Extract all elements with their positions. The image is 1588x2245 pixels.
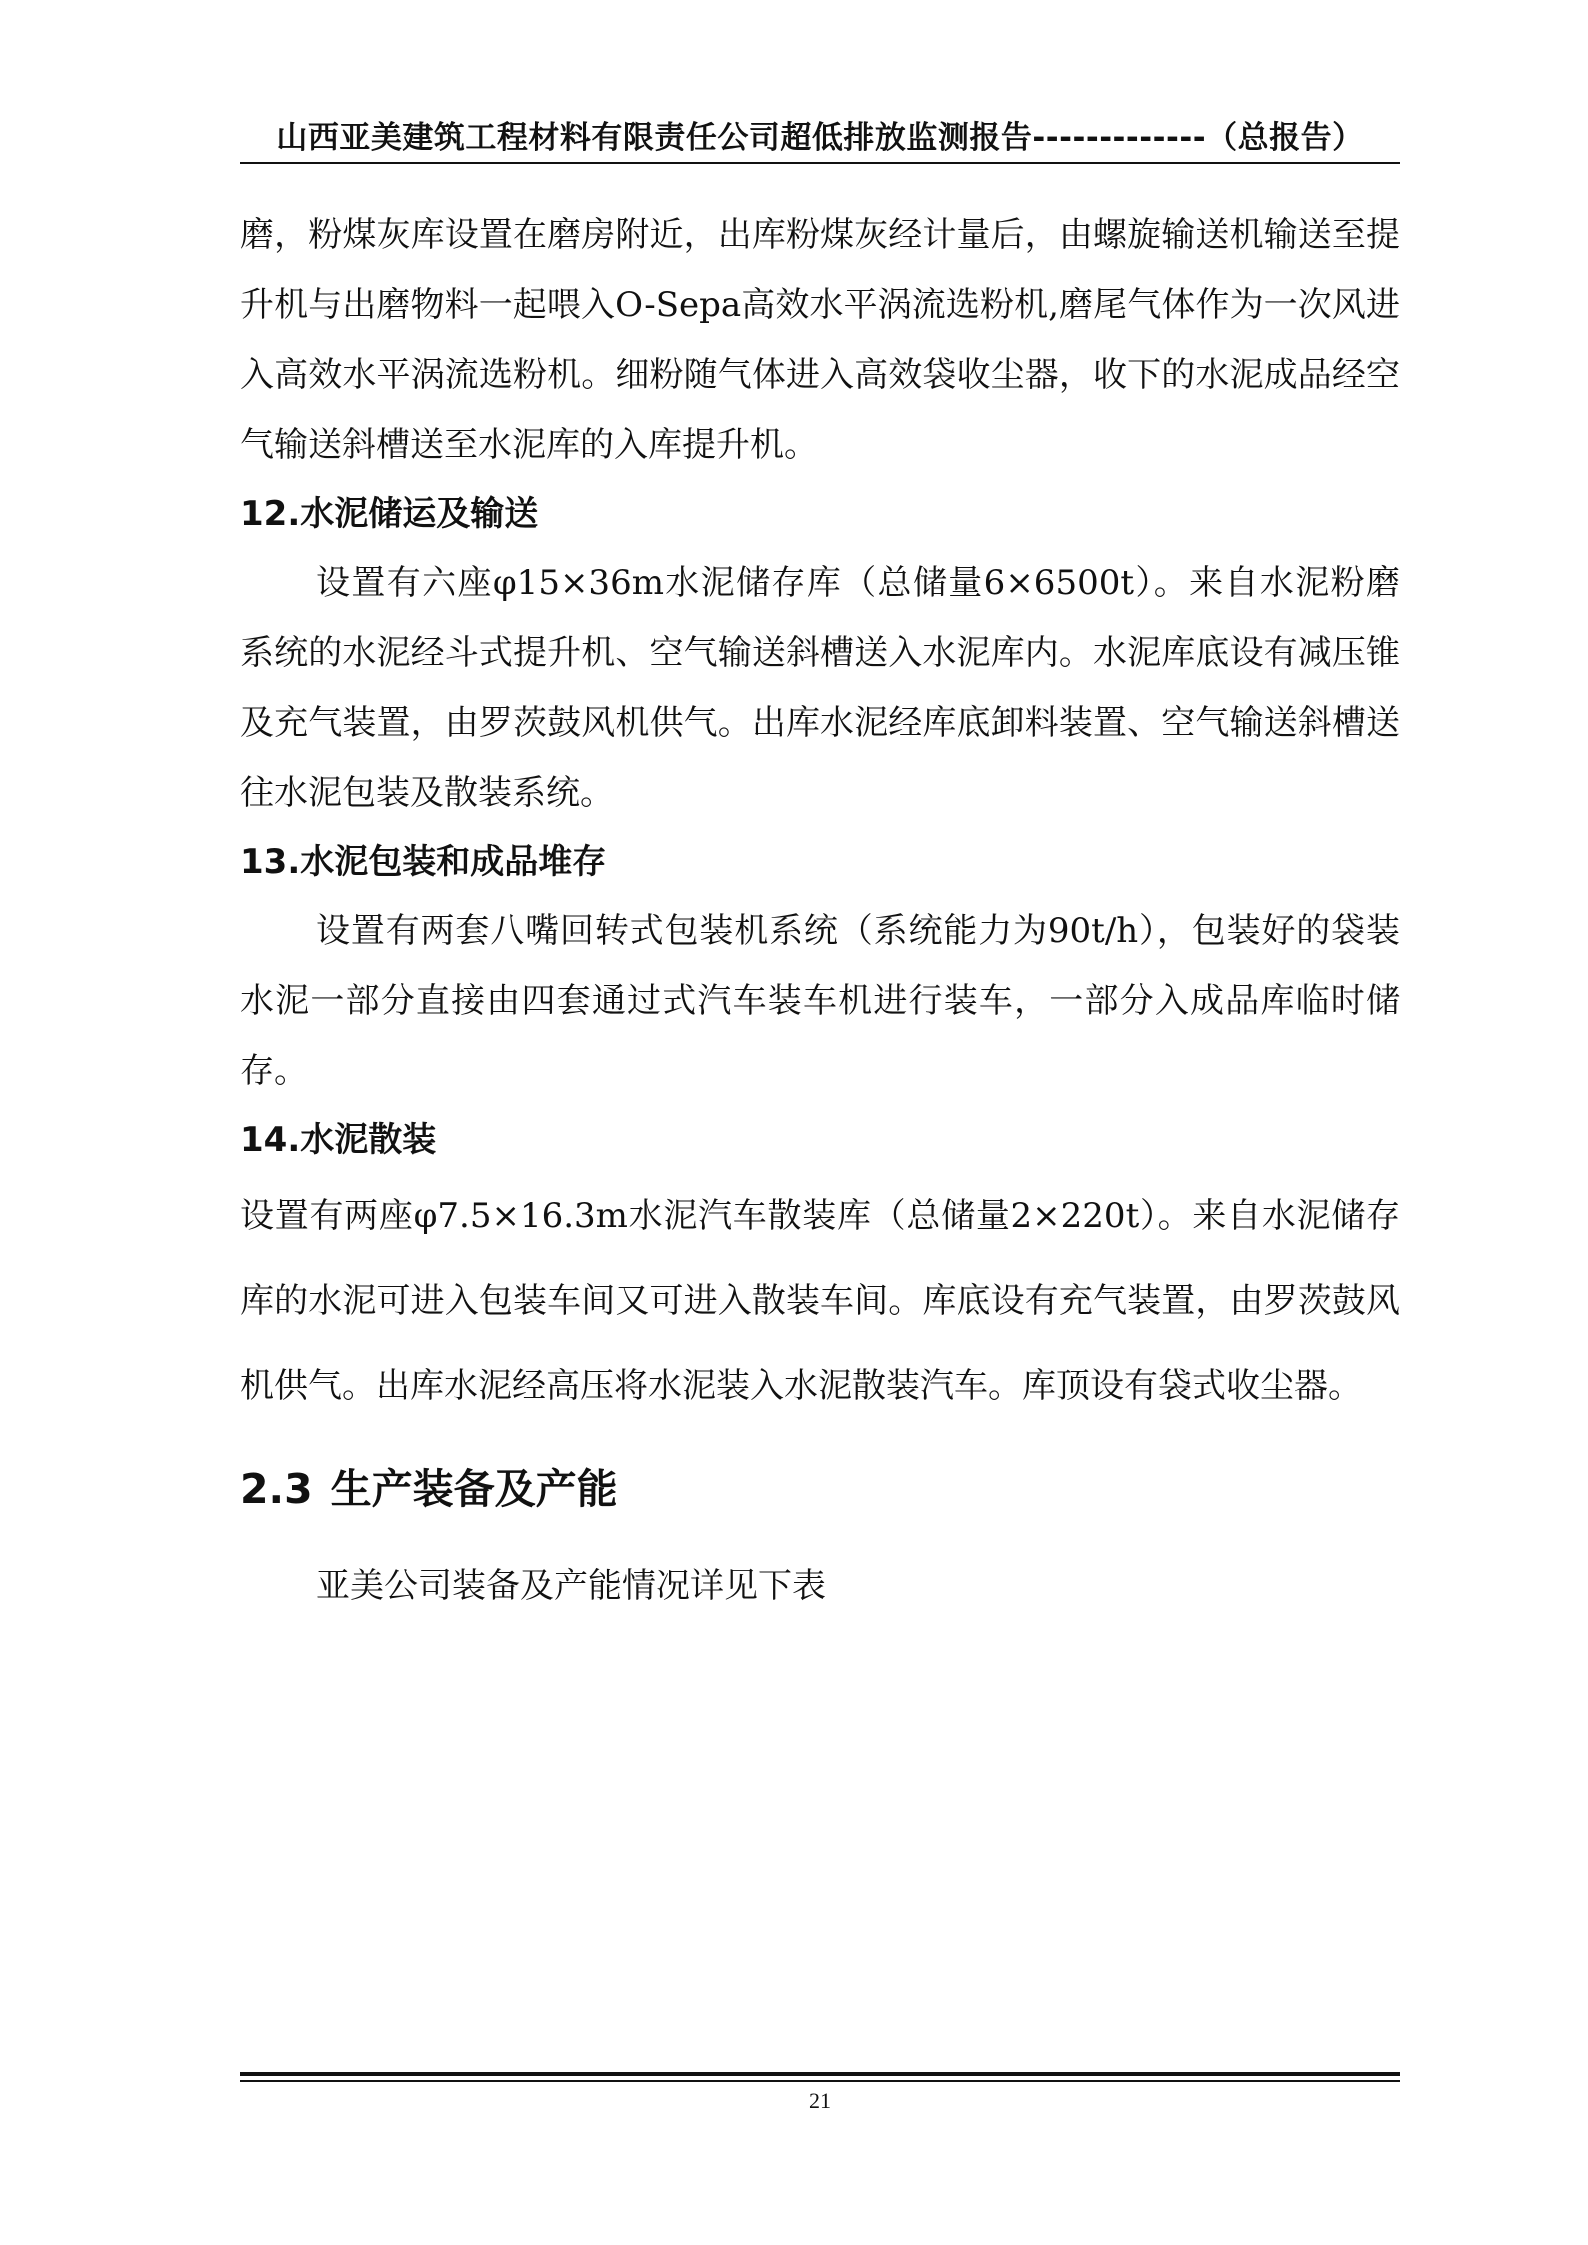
body-text [240, 200, 1400, 1621]
paragraph-14: 设置有两座φ7.5×16.3m水泥汽车散装库（总储量2×220t）。来自水泥储存库的水泥可进入包装车间又可进入散装车间。库底设有充气装置，由罗茨鼓风机供气。出库水泥经高压将水泥装入水泥散装汽车。库顶设有袋式收尘器。 [240, 1196, 1400, 1406]
paragraph-12: 设置有六座φ15×36m水泥储存库（总储量6×6500t）。来自水泥粉磨系统的水泥经斗式提升机、空气输送斜槽送入水泥库内。水泥库底设有减压锥及充气装置，由罗茨鼓风机供气。出库水泥经库底卸料装置、空气输送斜槽送往水泥包装及散装系统。 [240, 563, 1400, 813]
section-heading-2-3 [240, 1459, 1400, 1519]
intro-paragraph: 磨，粉煤灰库设置在磨房附近，出库粉煤灰经计量后，由螺旋输送机输送至提升机与出磨物料一起喂入O-Sepa高效水平涡流选粉机,磨尾气体作为一次风进入高效水平涡流选粉机。细粉随气体进入高效袋收尘器，收下的水泥成品经空气输送斜槽送至水泥库的入库提升机。 [240, 215, 1400, 465]
footer-rule-thick [240, 2072, 1400, 2076]
paragraph-13: 设置有两套八嘴回转式包装机系统（系统能力为90t/h），包装好的袋装水泥一部分直接由四套通过式汽车装车机进行装车，一部分入成品库临时储存。 [240, 911, 1400, 1091]
header-rule [240, 162, 1400, 164]
paragraph-2-3: 亚美公司装备及产能情况详见下表 [316, 1566, 826, 1606]
section-title: 生产装备及产能 [330, 1465, 618, 1513]
heading-14: 14.水泥散装 [240, 1120, 437, 1160]
running-header: 山西亚美建筑工程材料有限责任公司超低排放监测报告-------------（总报告） [276, 120, 1364, 156]
heading-13: 13.水泥包装和成品堆存 [240, 842, 607, 882]
heading-12: 12.水泥储运及输送 [240, 494, 539, 534]
page-number: 21 [809, 2088, 831, 2113]
section-number: 2.3 [240, 1465, 313, 1513]
footer-rule-thin [240, 2080, 1400, 2082]
